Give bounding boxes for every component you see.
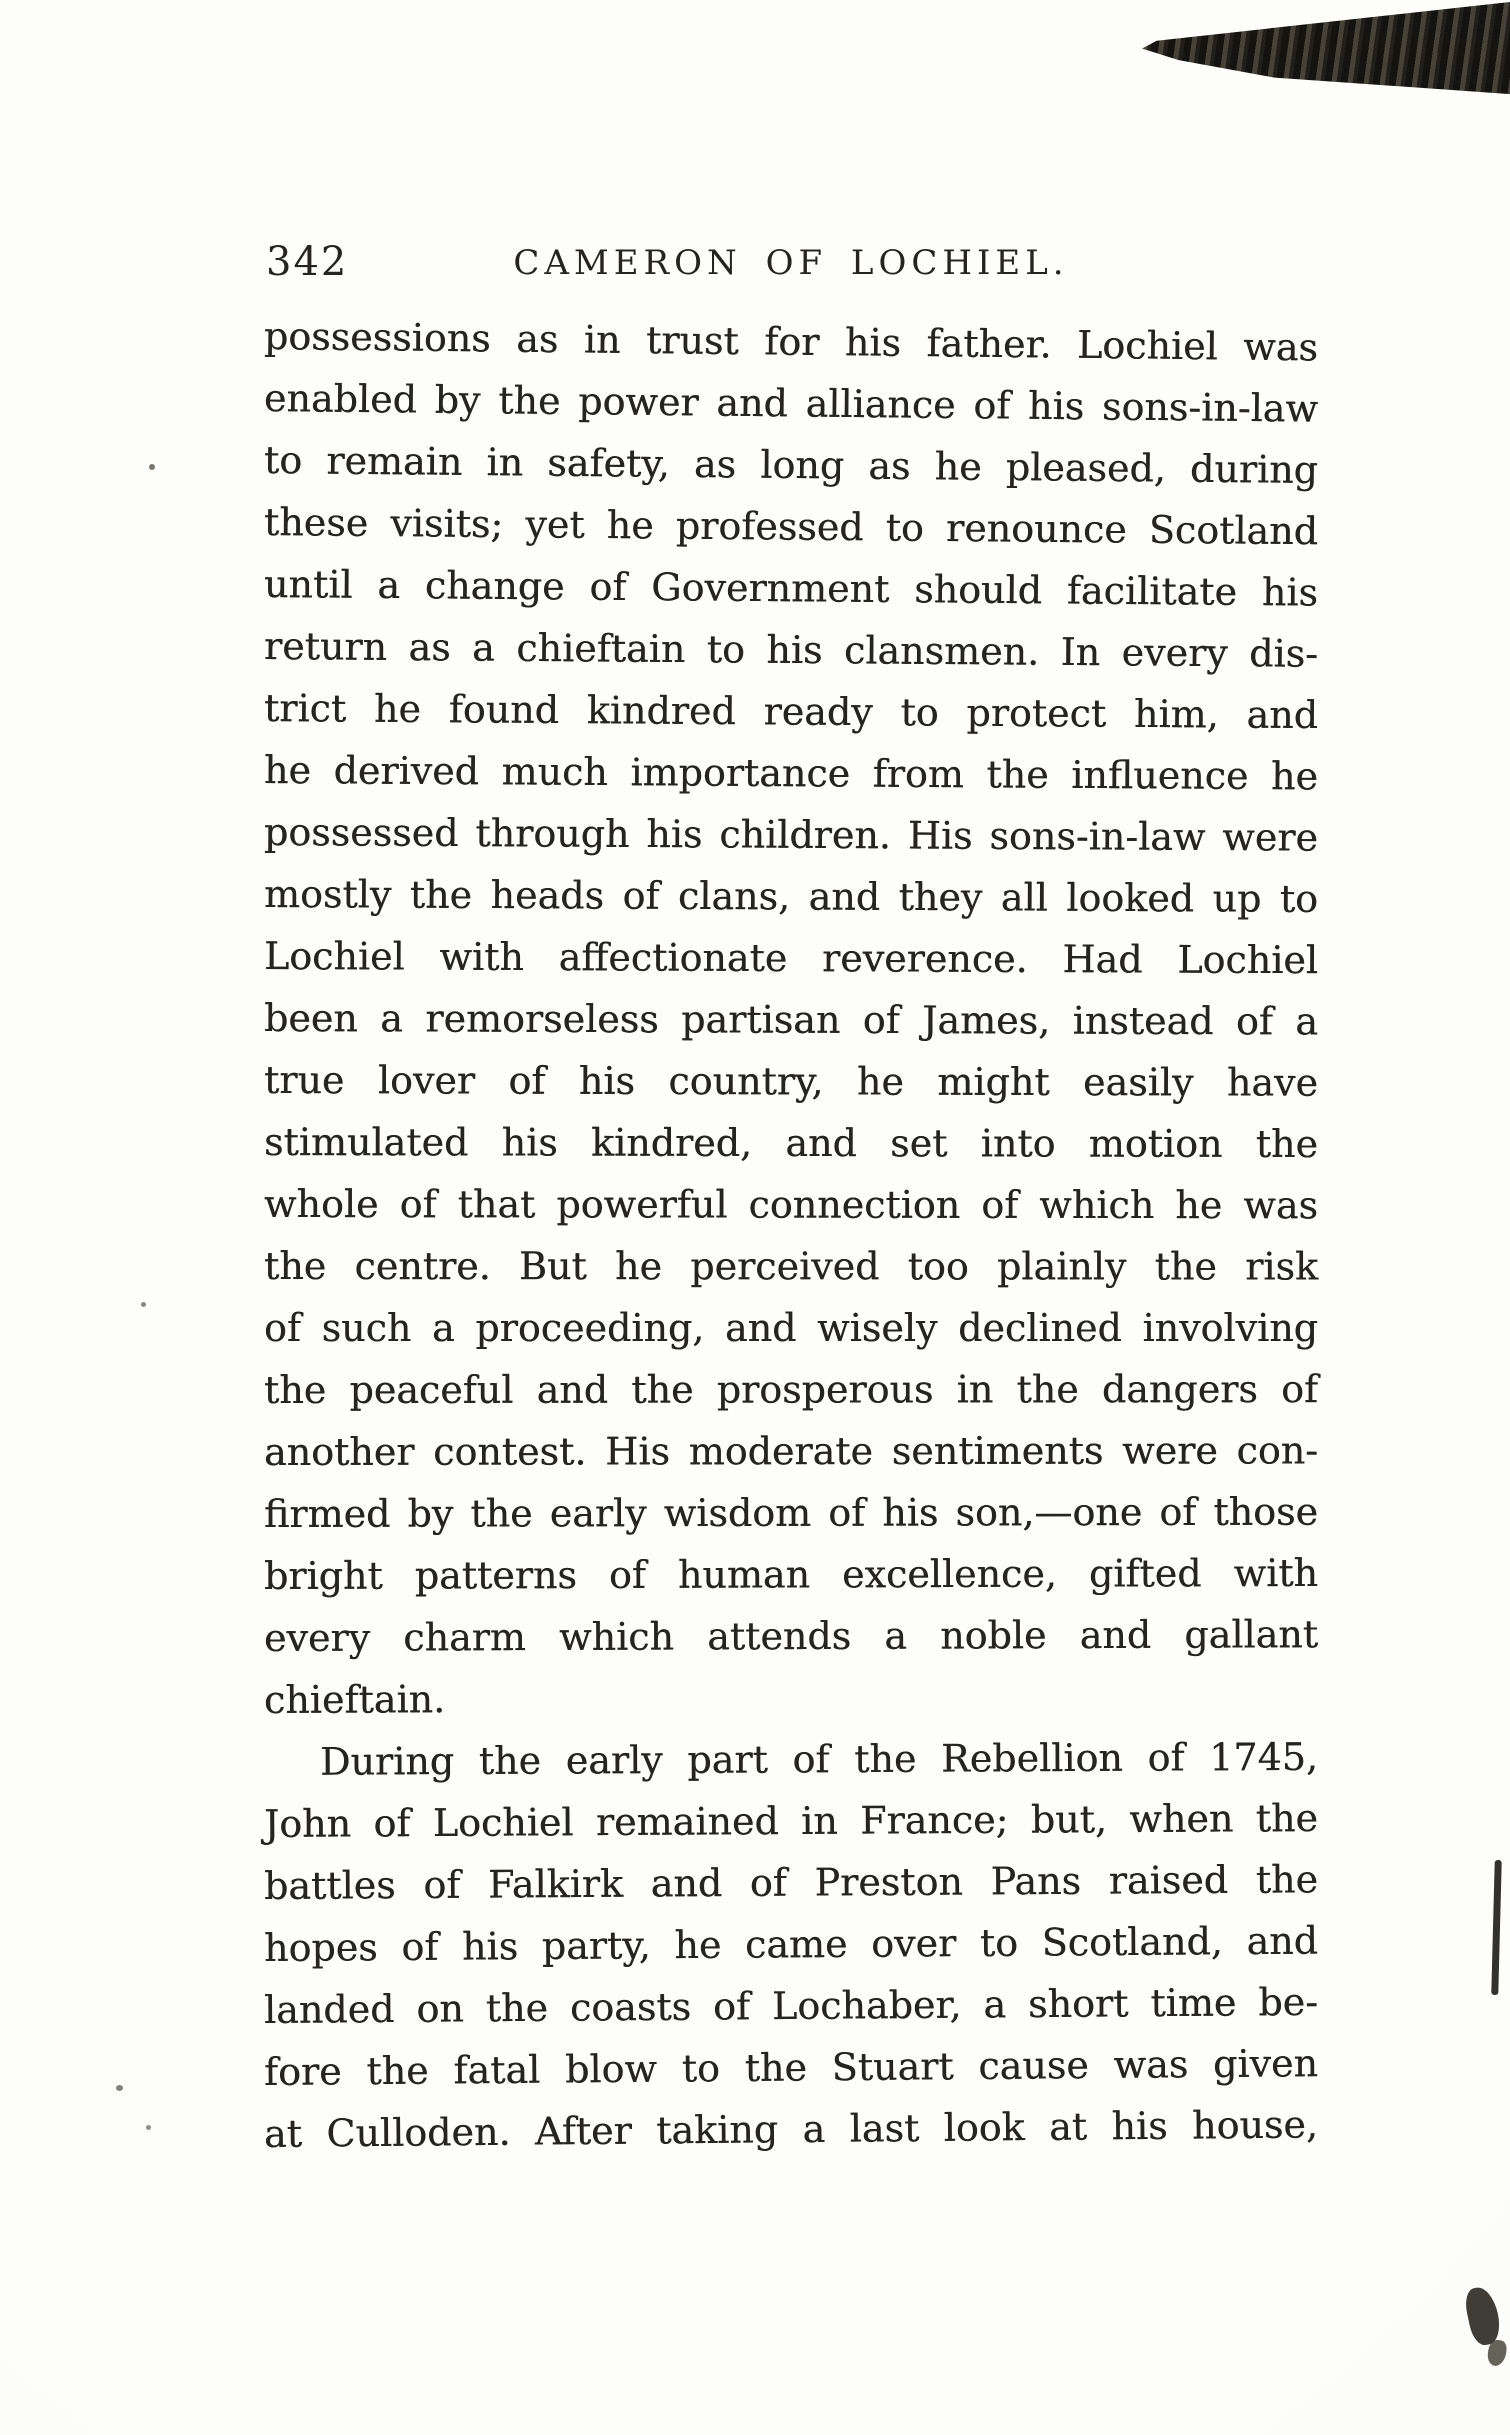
text-line: trict he found kindred ready to protect him, and bbox=[263, 686, 1319, 738]
text-block bbox=[264, 233, 1318, 2165]
text-line: true lover of his country, he might easily have bbox=[263, 1058, 1319, 1105]
text-line: another contest. His moderate sentiments were con- bbox=[263, 1428, 1319, 1474]
text-line: enabled by the power and alliance of his sons-in-law bbox=[263, 376, 1319, 431]
text-line: every charm which attends a noble and gallant bbox=[263, 1612, 1319, 1660]
text-line: hopes of his party, he came over to Scotland, and bbox=[263, 1918, 1319, 1970]
text-line: until a change of Government should facilitate his bbox=[263, 562, 1319, 615]
text-line: possessions as in trust for his father. Lochiel was bbox=[263, 314, 1319, 370]
text-line: chieftain. bbox=[263, 1677, 446, 1722]
page-body bbox=[264, 305, 1318, 2165]
running-title: CAMERON OF LOCHIEL. bbox=[513, 243, 1069, 283]
scan-speck bbox=[116, 2085, 123, 2091]
scan-speck bbox=[146, 2125, 151, 2130]
scan-speck bbox=[149, 464, 155, 470]
scan-corner-artifact bbox=[1142, 0, 1510, 97]
text-line: been a remorseless partisan of James, instead of a bbox=[263, 996, 1319, 1044]
text-line: firmed by the early wisdom of his son,—one of those bbox=[263, 1489, 1319, 1536]
text-line: During the early part of the Rebellion of 1745, bbox=[319, 1734, 1319, 1784]
scan-blot bbox=[1462, 2285, 1503, 2348]
text-line: of such a proceeding, and wisely declined involving bbox=[263, 1305, 1319, 1350]
scan-edge-line bbox=[1491, 1860, 1502, 1995]
text-line: fore the fatal blow to the Stuart cause was given bbox=[263, 2041, 1319, 2094]
text-line: he derived much importance from the influence he bbox=[263, 748, 1319, 799]
text-line: at Culloden. After taking a last look at his house, bbox=[263, 2102, 1319, 2156]
text-line: whole of that powerful connection of which he was bbox=[263, 1182, 1319, 1228]
page-header bbox=[264, 233, 1318, 293]
text-line: landed on the coasts of Lochaber, a short time be- bbox=[263, 1979, 1319, 2032]
text-line: the centre. But he perceived too plainly the risk bbox=[263, 1244, 1319, 1289]
text-line: these visits; yet he professed to renounce Scotland bbox=[263, 500, 1319, 554]
text-line: John of Lochiel remained in France; but, when the bbox=[263, 1796, 1319, 1846]
text-line: Lochiel with affectionate reverence. Had Lochiel bbox=[263, 934, 1319, 983]
page-number: 342 bbox=[266, 239, 349, 285]
text-line: mostly the heads of clans, and they all looked up to bbox=[263, 872, 1319, 921]
text-line: the peaceful and the prosperous in the dangers of bbox=[263, 1367, 1319, 1412]
text-line: battles of Falkirk and of Preston Pans raised the bbox=[263, 1857, 1319, 1908]
text-line: possessed through his children. His sons-in-law were bbox=[263, 810, 1319, 860]
text-line: to remain in safety, as long as he pleased, during bbox=[263, 438, 1319, 492]
scan-speck bbox=[141, 1302, 146, 1307]
text-line: return as a chieftain to his clansmen. In every dis- bbox=[263, 624, 1319, 676]
text-line: stimulated his kindred, and set into motion the bbox=[263, 1120, 1319, 1167]
text-line: bright patterns of human excellence, gifted with bbox=[263, 1550, 1319, 1598]
